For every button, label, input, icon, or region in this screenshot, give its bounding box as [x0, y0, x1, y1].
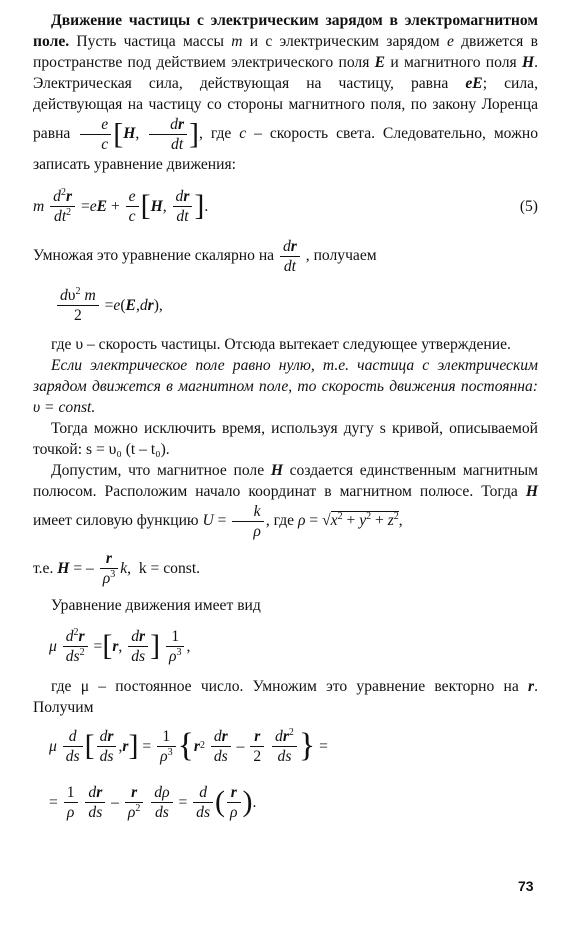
equation-h-field: т.е. H = – $\frac{r}{\rho^3}$ k , k = const.	[33, 549, 201, 587]
page-number: 73	[518, 878, 534, 894]
fraction-e-over-c: $\frac{e}{c}$	[80, 115, 111, 154]
paragraph-motion: Уравнение движения имеет вид	[51, 597, 261, 614]
equation-cross-2: = $\frac{1}{\rho}$ $\frac{dr}{ds}$ – $\frac{r}{\rho^2}$ $\frac{d\rho}{ds}$ = $\frac{d}{ds}$ ( $\frac{r}{\rho}$ ) .	[49, 783, 257, 821]
equation-motion: μ $\frac{d^2r}{ds^2}$ = [ r , $\frac{dr}{ds}$ ] $\frac{1}{\rho^3}$ ,	[49, 626, 191, 665]
equation-cross-1: μ $\frac{d}{ds}$ [ $\frac{dr}{ds}$ , r ] = $\frac{1}{\rho^3}$ { r 2 $\frac{dr}{ds}$ – $\frac{r}{2}$ $\frac{dr^2}{ds}$ } =	[49, 726, 328, 765]
equation-energy: $\frac{d\upsilon^2 m}{2}$ = e ( E , d r ),	[33, 276, 538, 334]
section-heading: Движение частицы с электрическим зарядом в электромагнитном поле.	[33, 12, 538, 50]
equation-5: m $\frac{d^2r}{dt^2}$ = e E + $\frac{e}{c}$ [ H , $\frac{dr}{dt}$ ] . (5)	[33, 186, 538, 225]
paragraph-velocity: где υ – скорость частицы. Отсюда вытекает следующее утверждение.	[51, 336, 511, 353]
paragraph-arc: Тогда можно исключить время, используя дугу s кривой, описываемой точкой: s = υ₀ (t – t₀).	[33, 420, 538, 458]
paragraph-multiply: Умножая это уравнение скалярно на $\frac{dr}{dt}$ , получаем	[33, 238, 377, 275]
equation-number: (5)	[519, 197, 538, 215]
page-content	[33, 10, 538, 830]
paragraph-theorem: Если электрическое поле равно нулю, т.е. частица с электрическим зарядом движется в магнитном поле, то скорость движения постоянна: υ = const.	[33, 357, 538, 416]
paragraph-constant: где μ – постоянное число. Умножим это уравнение векторно на r. Получим	[33, 678, 538, 716]
paragraph-pole: Допустим, что магнитное поле H создается единственным магнитным полюсом. Расположим начало координат в магнитном полюсе. Тогда H имеет силовую функцию U = $\frac{k}{\rho}$ , где $\rho = √x^2 + y^2 + z^2$,	[33, 462, 538, 540]
paragraph-intro: Движение частицы с электрическим зарядом в электромагнитном поле. Пусть частица массы m и с электрическим зарядом e движется в пространстве под действием электрического поля E и магнитного поля H. Электрическая сила, действующая на частицу, равна eE; сила, действующая на частицу со стороны магнитного поля, по закону Лоренца равна $\frac{e}{c}$ [H, $\frac{dr}{dt}$ ], где c – скорость света. Следовательно, можно записать уравнение движения:	[33, 12, 539, 173]
